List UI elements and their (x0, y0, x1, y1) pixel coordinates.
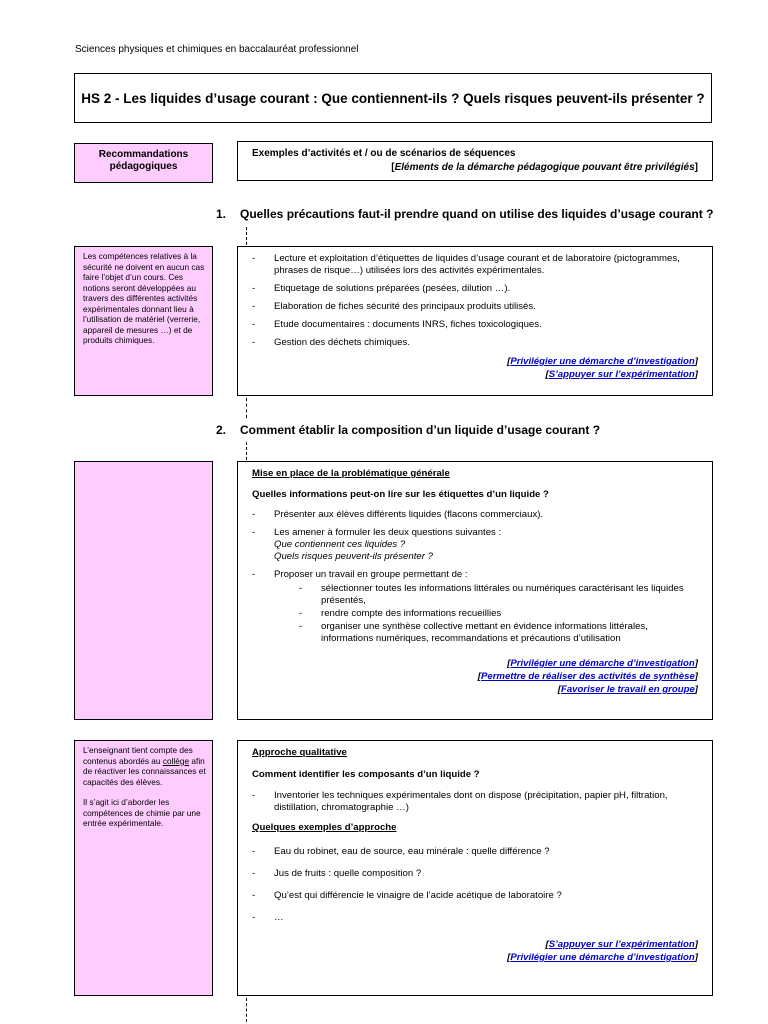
list-item: - Proposer un travail en groupe permettant de : - sélectionner toutes les informations littérales ou numériques caractérisant les liquides présentés, - rendre compte des informations recueillies - organiser une synthèse collective mettant en évidence informations littérales, informations numériques, recommandations et précautions d’utilisation (252, 569, 698, 645)
page-title-box (74, 73, 712, 123)
link-experimentation[interactable]: S’appuyer sur l’expérimentation (548, 369, 695, 380)
part-2-heading: Approche qualitative (252, 747, 347, 758)
activities-header-subline: [Eléments de la démarche pédagogique pouvant être privilégiés] (391, 162, 698, 173)
list-item: - Inventorier les techniques expérimentales dont on dispose (précipitation, papier pH, filtration, distillation, chromatographie …) (252, 790, 698, 814)
section-1-list (252, 253, 698, 349)
list-item: - Jus de fruits : quelle composition ? (252, 868, 698, 880)
list-item: - Eau du robinet, eau de source, eau minérale : quelle différence ? (252, 846, 698, 858)
list-item: - Elaboration de fiches sécurité des principaux produits utilisés. (252, 301, 698, 313)
document-header: Sciences physiques et chimiques en baccalauréat professionnel (75, 44, 359, 55)
connector-line (246, 998, 247, 1022)
part-1-pedagogy-links: [Privilégier une démarche d’investigation] [Permettre de réaliser des activités de synthèse] [Favoriser le travail en groupe] (477, 658, 698, 695)
section-2-part-2 (237, 740, 713, 996)
part-2-subheading: Quelques exemples d’approche (252, 822, 397, 833)
part-1-question: Quelles informations peut-on lire sur les étiquettes d’un liquide ? (252, 489, 549, 500)
recommendations-column-header: Recommandations pédagogiques (74, 143, 213, 183)
link-synthesis[interactable]: Permettre de réaliser des activités de synthèse (480, 671, 695, 682)
section-1-pedagogy-links: [Privilégier une démarche d’investigation] [S’appuyer sur l’expérimentation] (507, 356, 698, 380)
sub-list-item: - sélectionner toutes les informations littérales ou numériques caractérisant les liquides présentés, (274, 583, 698, 607)
sub-list-item: - rendre compte des informations recueillies (274, 608, 698, 620)
section-1-activities (237, 246, 713, 396)
list-item: - Qu’est qui différencie le vinaigre de l’acide acétique de laboratoire ? (252, 890, 698, 902)
link-investigation[interactable]: Privilégier une démarche d’investigation (510, 658, 695, 669)
page-title: HS 2 - Les liquides d’usage courant : Que contiennent-ils ? Quels risques peuvent-ils présenter ? (81, 90, 705, 106)
link-investigation[interactable]: Privilégier une démarche d’investigation (510, 952, 695, 963)
connector-line (246, 398, 247, 418)
link-group-work[interactable]: Favoriser le travail en groupe (560, 684, 695, 695)
part-2-question: Comment identifier les composants d’un liquide ? (252, 769, 480, 780)
list-item: - … (252, 912, 698, 924)
connector-line (246, 442, 247, 460)
connector-line (246, 227, 247, 245)
activities-column-header (237, 141, 713, 181)
recommendation-text: L’enseignant tient compte des contenus abordés au collège afin de réactiver les connaissances et capacités des élèves. (83, 745, 206, 787)
part-2-pedagogy-links: [S’appuyer sur l’expérimentation] [Privilégier une démarche d’investigation] (507, 939, 698, 963)
list-item: - Les amener à formuler les deux questions suivantes : Que contiennent ces liquides ? Quels risques peuvent-ils présenter ? (252, 527, 698, 563)
section-1-title: 1. Quelles précautions faut-il prendre quand on utilise des liquides d’usage courant ? (216, 207, 714, 221)
link-experimentation[interactable]: S’appuyer sur l’expérimentation (548, 939, 695, 950)
link-investigation[interactable]: Privilégier une démarche d’investigation (510, 356, 695, 367)
part-1-list (252, 509, 698, 645)
section-1-recommendation: Les compétences relatives à la sécurité ne doivent en aucun cas faire l’objet d’un cours. Ces notions seront développées au travers des différentes activités expérimentales donnant lieu à l’utilisation de matériel (verrerie, appareil de mesures …) et de produits chimiques. (74, 246, 213, 396)
sub-list (274, 583, 698, 645)
list-item: - Etude documentaires : documents INRS, fiches toxicologiques. (252, 319, 698, 331)
examples-list (252, 846, 698, 924)
list-item: - Etiquetage de solutions préparées (pesées, dilution …). (252, 283, 698, 295)
list-item: - Présenter aux élèves différents liquides (flacons commerciaux). (252, 509, 698, 521)
section-2-title: 2. Comment établir la composition d’un liquide d’usage courant ? (216, 423, 601, 437)
part-2-list (252, 790, 698, 814)
section-2-recommendation (74, 740, 213, 996)
activities-header-line: Exemples d’activités et / ou de scénarios de séquences (252, 148, 516, 159)
recommendation-text: Il s’agit ici d’aborder les compétences de chimie par une entrée expérimentale. (83, 797, 201, 828)
section-2-recommendation-empty (74, 461, 213, 720)
list-item: - Lecture et exploitation d’étiquettes de liquides d’usage courant et de laboratoire (pictogrammes, phrases de risque…) utilisées lors des activités expérimentales. (252, 253, 698, 277)
list-item: - Gestion des déchets chimiques. (252, 337, 698, 349)
sub-list-item: - organiser une synthèse collective mettant en évidence informations littérales, informations numériques, recommandations et précautions d’utilisation (274, 621, 698, 645)
part-1-heading: Mise en place de la problématique générale (252, 468, 450, 479)
section-2-part-1 (237, 461, 713, 720)
